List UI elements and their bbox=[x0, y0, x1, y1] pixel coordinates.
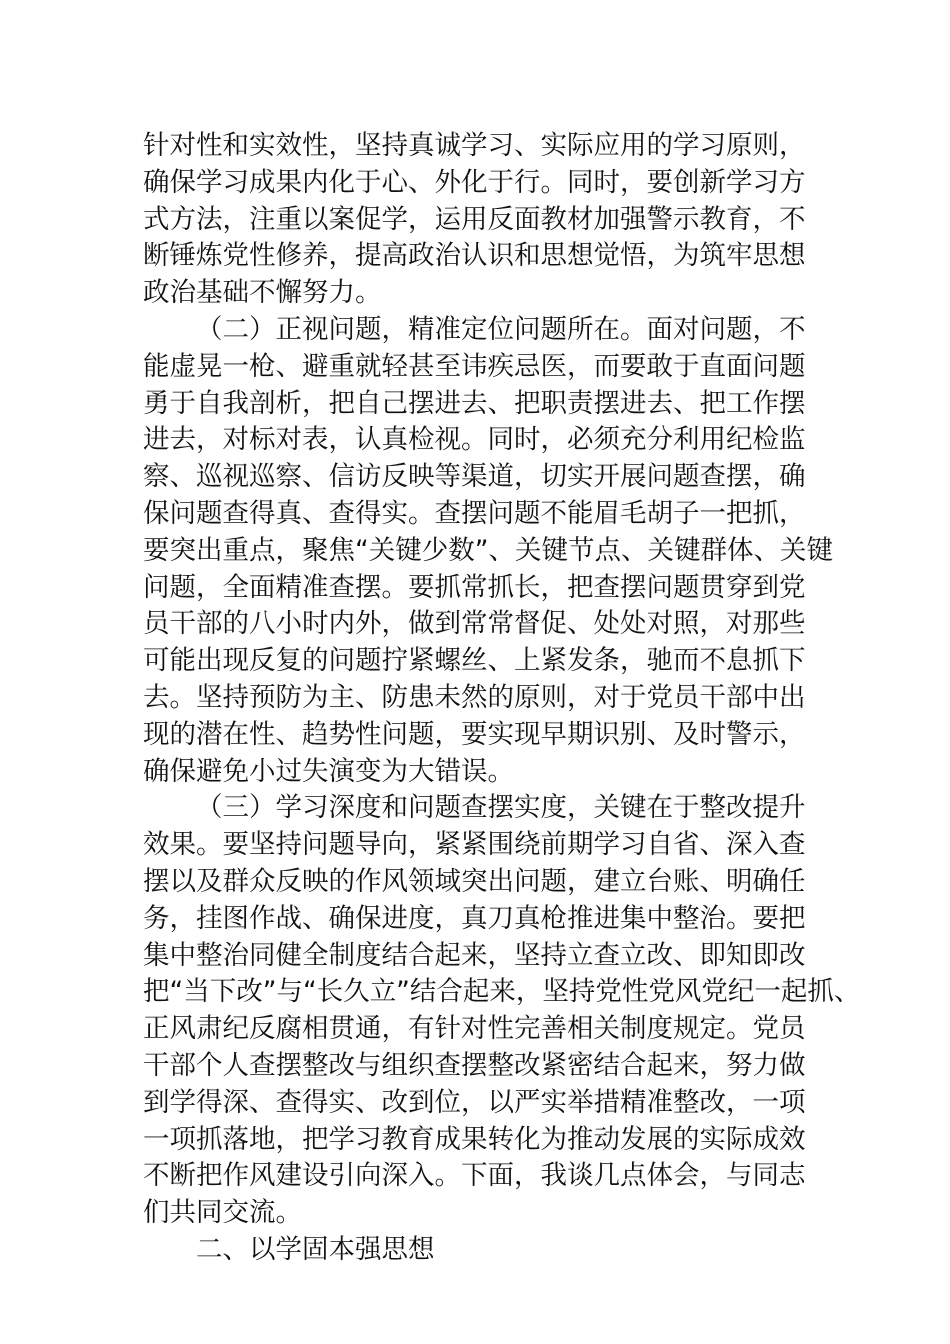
text-line: 把“当下改”与“长久立”结合起来，坚持党性党风党纪一起抓、 bbox=[143, 976, 861, 1008]
text-line: 政治基础不懈努力。 bbox=[143, 277, 382, 309]
text-line: 一项抓落地，把学习教育成果转化为推动发展的实际成效 bbox=[143, 1123, 806, 1155]
text-line: 现的潜在性、趋势性问题，要实现早期识别、及时警示， bbox=[143, 718, 806, 750]
text-line: 保问题查得真、查得实。查摆问题不能眉毛胡子一把抓， bbox=[143, 497, 806, 529]
text-line: 效果。要坚持问题导向，紧紧围绕前期学习自省、深入查 bbox=[143, 829, 806, 861]
text-line: 针对性和实效性，坚持真诚学习、实际应用的学习原则， bbox=[143, 130, 806, 161]
text-line: 能虚晃一枪、避重就轻甚至讳疾忌医，而要敢于直面问题 bbox=[143, 350, 806, 382]
text-line: 进去，对标对表，认真检视。同时，必须充分利用纪检监 bbox=[143, 424, 806, 456]
text-line: 干部个人查摆整改与组织查摆整改紧密结合起来，努力做 bbox=[143, 1049, 806, 1081]
text-line: （三）学习深度和问题查摆实度，关键在于整改提升 bbox=[196, 792, 806, 824]
text-line: 可能出现反复的问题拧紧螺丝、上紧发条，驰而不息抓下 bbox=[143, 645, 806, 677]
document-body bbox=[143, 128, 861, 1269]
text-line: 要突出重点，聚焦“关键少数”、关键节点、关键群体、关键 bbox=[143, 534, 833, 566]
text-line: （二）正视问题，精准定位问题所在。面对问题，不 bbox=[196, 313, 806, 345]
text-line: 务，挂图作战、确保进度，真刀真枪推进集中整治。要把 bbox=[143, 902, 806, 934]
text-line: 们共同交流。 bbox=[143, 1197, 302, 1229]
text-line: 摆以及群众反映的作风领域突出问题，建立台账、明确任 bbox=[143, 865, 806, 897]
text-line: 断锤炼党性修养，提高政治认识和思想觉悟，为筑牢思想 bbox=[143, 240, 806, 272]
text-line: 到学得深、查得实、改到位，以严实举措精准整改，一项 bbox=[143, 1086, 806, 1118]
text-line: 不断把作风建设引向深入。下面，我谈几点体会，与同志 bbox=[143, 1160, 806, 1192]
text-line: 集中整治同健全制度结合起来，坚持立查立改、即知即改 bbox=[143, 939, 806, 971]
text-line: 确保避免小过失演变为大错误。 bbox=[143, 755, 514, 787]
text-line: 去。坚持预防为主、防患未然的原则，对于党员干部中出 bbox=[143, 681, 806, 713]
text-line: 式方法，注重以案促学，运用反面教材加强警示教育，不 bbox=[143, 203, 806, 235]
text-line: 勇于自我剖析，把自己摆进去、把职责摆进去、把工作摆 bbox=[143, 387, 806, 419]
text-line: 员干部的八小时内外，做到常常督促、处处对照，对那些 bbox=[143, 608, 806, 640]
text-line: 确保学习成果内化于心、外化于行。同时，要创新学习方 bbox=[143, 166, 806, 198]
text-line: 二、以学固本强思想 bbox=[196, 1233, 435, 1265]
text-line: 正风肃纪反腐相贯通，有针对性完善相关制度规定。党员 bbox=[143, 1013, 806, 1045]
text-line: 察、巡视巡察、信访反映等渠道，切实开展问题查摆，确 bbox=[143, 461, 806, 493]
text-line: 问题，全面精准查摆。要抓常抓长，把查摆问题贯穿到党 bbox=[143, 571, 806, 603]
